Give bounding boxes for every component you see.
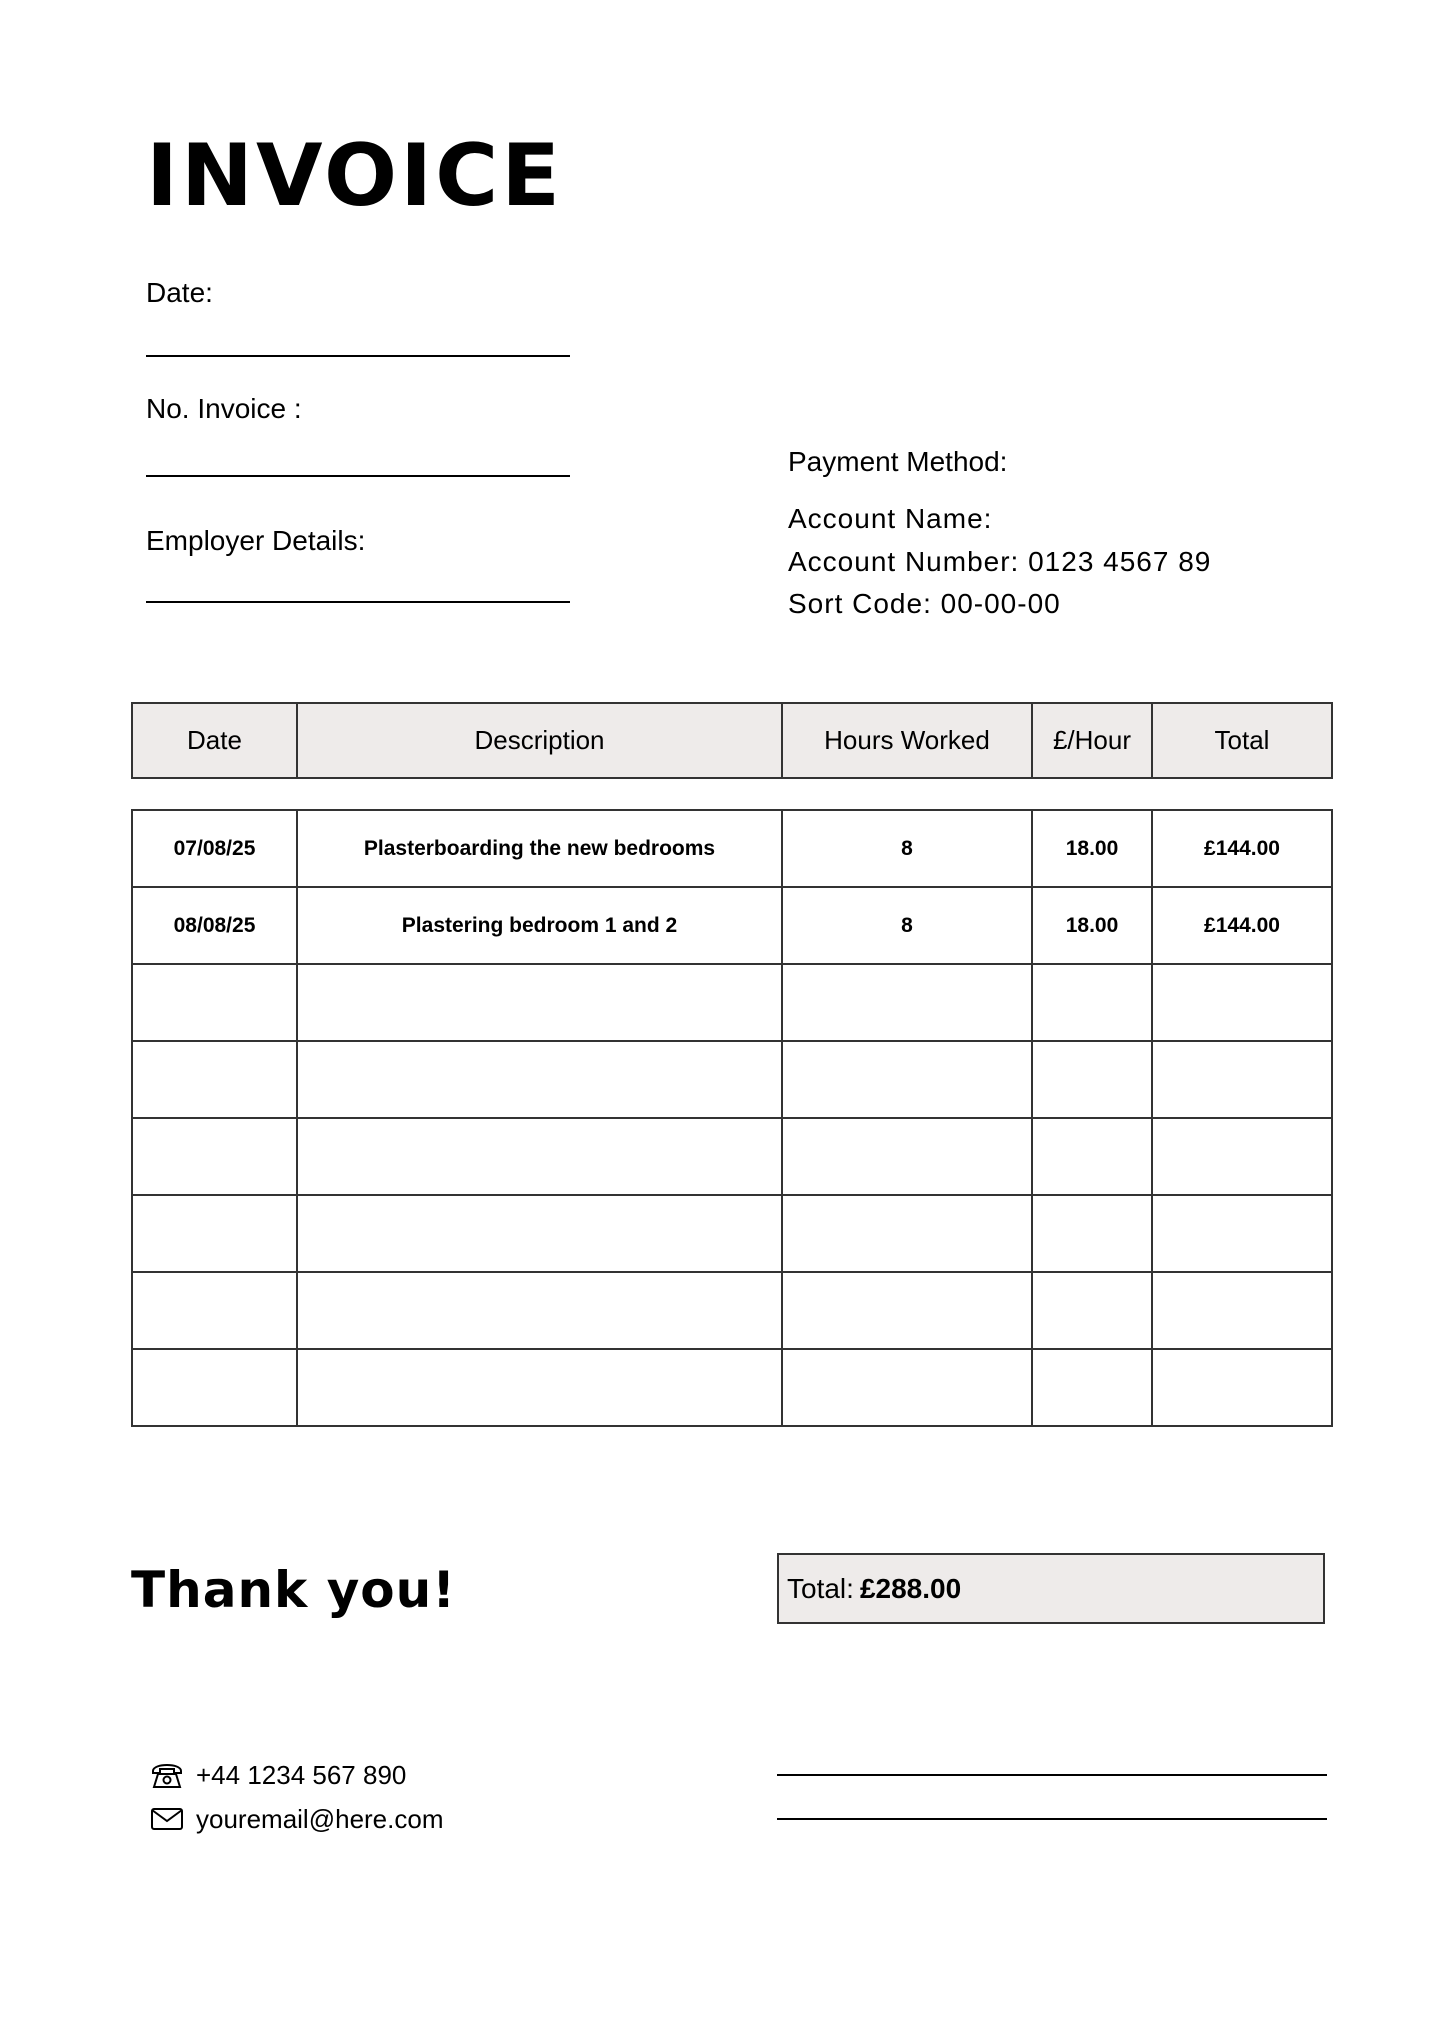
signature-line-2[interactable]	[777, 1818, 1327, 1820]
sort-code: Sort Code: 00-00-00	[788, 588, 1061, 619]
cell-hours[interactable]	[782, 1349, 1032, 1426]
cell-total[interactable]: £144.00	[1152, 887, 1332, 964]
cell-hours[interactable]: 8	[782, 810, 1032, 887]
table-row	[132, 1272, 1332, 1349]
cell-total[interactable]	[1152, 964, 1332, 1041]
cell-hours[interactable]	[782, 1272, 1032, 1349]
cell-description[interactable]	[297, 1272, 782, 1349]
table-row	[132, 887, 1332, 964]
email-contact	[150, 1803, 443, 1835]
cell-hours[interactable]	[782, 1041, 1032, 1118]
cell-rate[interactable]	[1032, 1195, 1152, 1272]
cell-description[interactable]	[297, 1349, 782, 1426]
date-label: Date:	[146, 277, 213, 308]
cell-description[interactable]	[297, 964, 782, 1041]
table-row	[132, 964, 1332, 1041]
cell-date[interactable]	[132, 1195, 297, 1272]
thank-you-text: Thank you!	[131, 1561, 457, 1619]
table-row	[132, 1041, 1332, 1118]
account-number: Account Number: 0123 4567 89	[788, 546, 1212, 577]
cell-date[interactable]	[132, 964, 297, 1041]
cell-date[interactable]	[132, 1118, 297, 1195]
table-row	[132, 1195, 1332, 1272]
cell-rate[interactable]	[1032, 1041, 1152, 1118]
cell-total[interactable]	[1152, 1195, 1332, 1272]
cell-description[interactable]: Plastering bedroom 1 and 2	[297, 887, 782, 964]
table-row	[132, 1349, 1332, 1426]
cell-hours[interactable]: 8	[782, 887, 1032, 964]
cell-total[interactable]: £144.00	[1152, 810, 1332, 887]
header-description: Description	[297, 703, 782, 778]
cell-rate[interactable]	[1032, 1118, 1152, 1195]
cell-hours[interactable]	[782, 964, 1032, 1041]
cell-total[interactable]	[1152, 1272, 1332, 1349]
cell-rate[interactable]	[1032, 1349, 1152, 1426]
cell-hours[interactable]	[782, 1118, 1032, 1195]
total-label: Total:	[787, 1572, 854, 1604]
cell-total[interactable]	[1152, 1041, 1332, 1118]
cell-description[interactable]	[297, 1118, 782, 1195]
cell-date[interactable]	[132, 1272, 297, 1349]
employer-details-line[interactable]	[146, 601, 570, 603]
cell-date[interactable]	[132, 1041, 297, 1118]
payment-method-label: Payment Method:	[788, 446, 1008, 477]
cell-date[interactable]	[132, 1349, 297, 1426]
phone-number[interactable]: +44 1234 567 890	[196, 1760, 407, 1790]
phone-icon	[150, 1760, 184, 1790]
email-address[interactable]: youremail@here.com	[196, 1804, 444, 1834]
employer-details-label: Employer Details:	[146, 525, 366, 556]
table-header	[131, 702, 1333, 779]
cell-hours[interactable]	[782, 1195, 1032, 1272]
date-line[interactable]	[146, 355, 570, 357]
header-hours-worked: Hours Worked	[782, 703, 1032, 778]
phone-contact	[150, 1759, 406, 1791]
cell-description[interactable]	[297, 1195, 782, 1272]
table-row	[132, 1118, 1332, 1195]
cell-description[interactable]	[297, 1041, 782, 1118]
cell-total[interactable]	[1152, 1349, 1332, 1426]
cell-total[interactable]	[1152, 1118, 1332, 1195]
signature-line[interactable]	[777, 1774, 1327, 1776]
line-items-table	[131, 809, 1333, 1427]
cell-description[interactable]: Plasterboarding the new bedrooms	[297, 810, 782, 887]
cell-date[interactable]: 07/08/25	[132, 810, 297, 887]
account-name: Account Name:	[788, 503, 993, 534]
cell-rate[interactable]	[1032, 964, 1152, 1041]
header-date: Date	[132, 703, 297, 778]
cell-rate[interactable]: 18.00	[1032, 887, 1152, 964]
envelope-icon	[150, 1806, 184, 1832]
table-row	[132, 810, 1332, 887]
cell-rate[interactable]	[1032, 1272, 1152, 1349]
invoice-number-label: No. Invoice :	[146, 393, 302, 424]
cell-rate[interactable]: 18.00	[1032, 810, 1152, 887]
total-value: £288.00	[859, 1572, 962, 1604]
header-rate: £/Hour	[1032, 703, 1152, 778]
header-total: Total	[1152, 703, 1332, 778]
cell-date[interactable]: 08/08/25	[132, 887, 297, 964]
invoice-number-line[interactable]	[146, 475, 570, 477]
total-box	[777, 1553, 1325, 1624]
invoice-title: INVOICE	[146, 126, 563, 226]
